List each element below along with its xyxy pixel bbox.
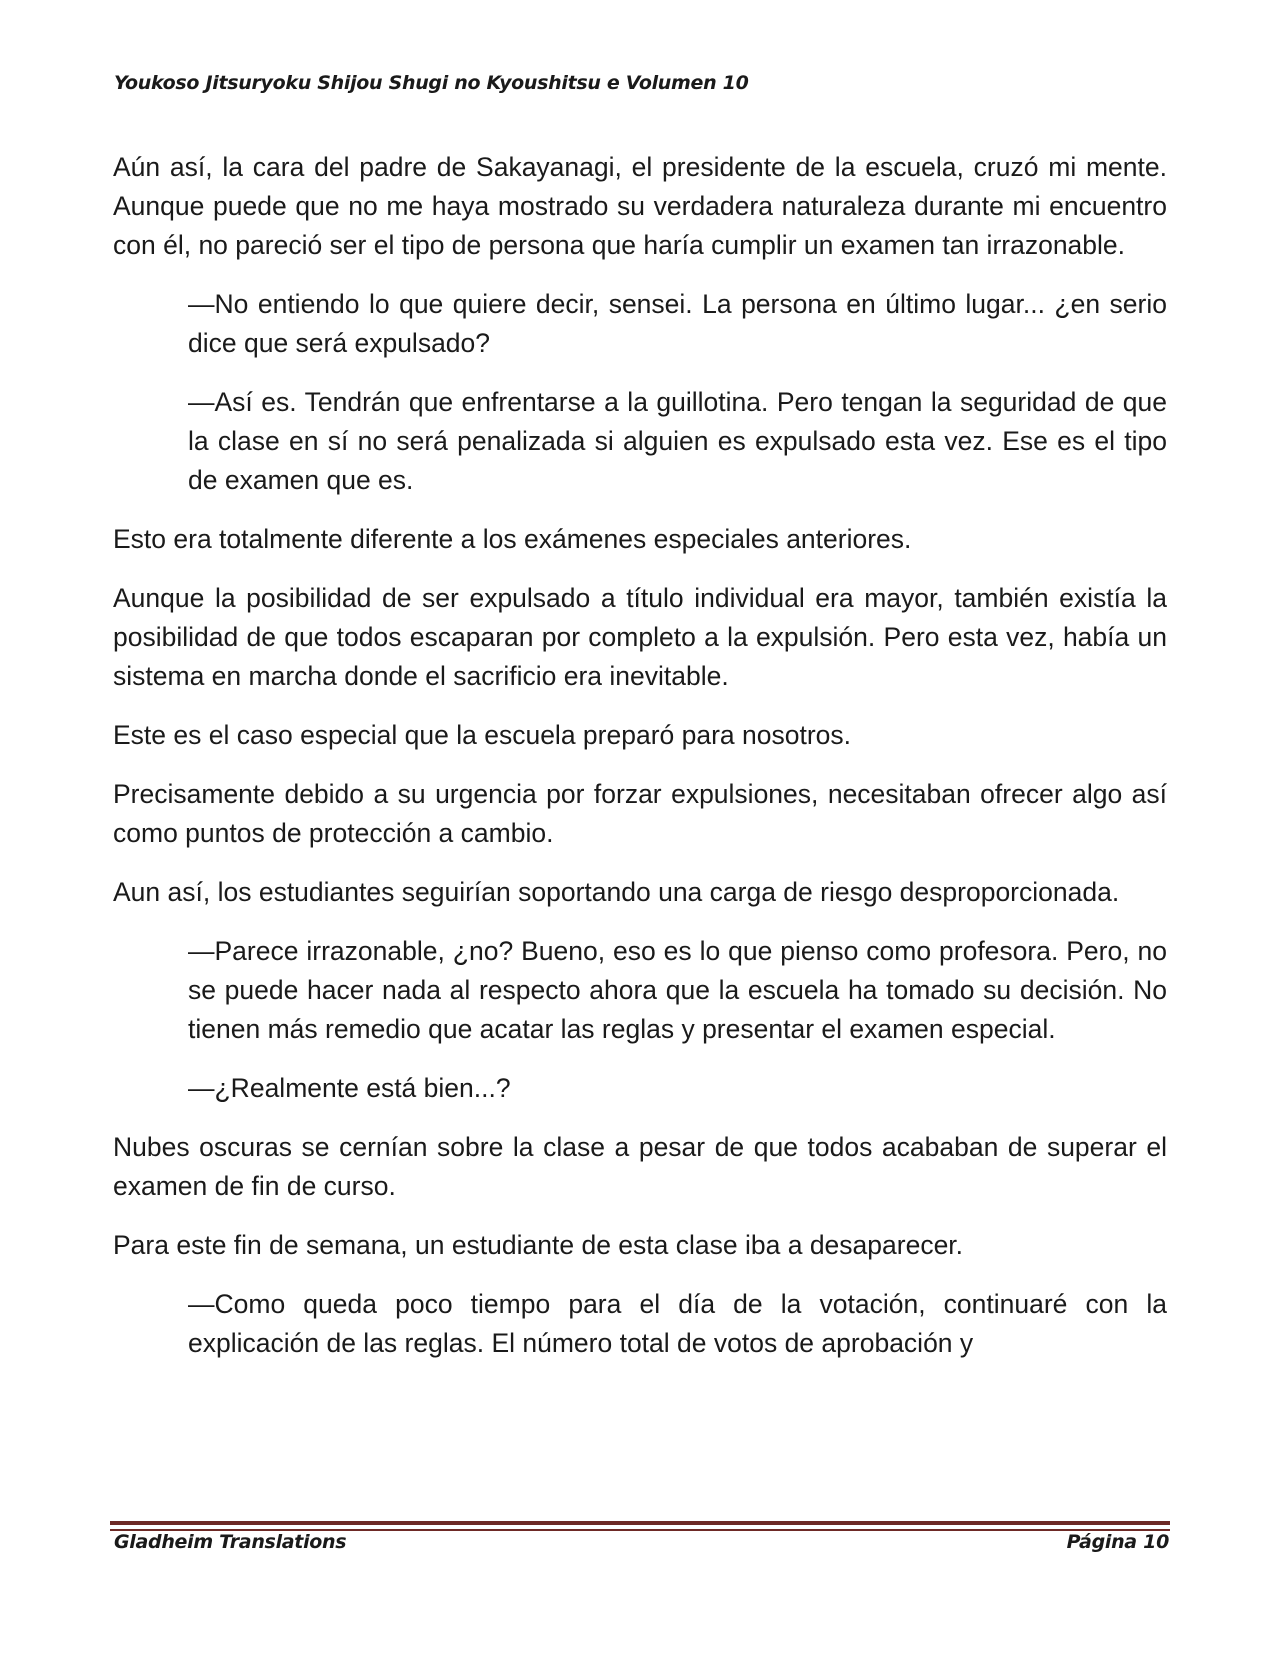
page-header-title: Youkoso Jitsuryoku Shijou Shugi no Kyoushitsu e Volumen 10 [114, 72, 749, 94]
dialogue-paragraph: —Así es. Tendrán que enfrentarse a la guillotina. Pero tengan la seguridad de que la clase en sí no será penalizada si alguien es expulsado esta vez. Ese es el tipo de examen que es. [188, 387, 1167, 495]
page-body [113, 148, 1167, 1383]
paragraph: Nubes oscuras se cernían sobre la clase a pesar de que todos acababan de superar el examen de fin de curso. [113, 1132, 1167, 1201]
paragraph: Aún así, la cara del padre de Sakayanagi, el presidente de la escuela, cruzó mi mente. Aunque puede que no me haya mostrado su verdadera naturaleza durante mi encuentro con él, no pareció ser el tipo de persona que haría cumplir un examen tan irrazonable. [113, 152, 1167, 260]
paragraph: Precisamente debido a su urgencia por forzar expulsiones, necesitaban ofrecer algo así como puntos de protección a cambio. [113, 779, 1167, 848]
footer-publisher: Gladheim Translations [114, 1531, 347, 1553]
dialogue-paragraph: —¿Realmente está bien...? [188, 1073, 511, 1103]
paragraph: Aun así, los estudiantes seguirían soportando una carga de riesgo desproporcionada. [113, 877, 1120, 907]
paragraph: Para este fin de semana, un estudiante de esta clase iba a desaparecer. [113, 1230, 964, 1260]
paragraph: Esto era totalmente diferente a los exámenes especiales anteriores. [113, 524, 912, 554]
footer-page-number: Página 10 [1066, 1531, 1169, 1553]
paragraph: Este es el caso especial que la escuela preparó para nosotros. [113, 720, 852, 750]
dialogue-paragraph: —Como queda poco tiempo para el día de la votación, continuaré con la explicación de las reglas. El número total de votos de aprobación y [188, 1289, 1167, 1358]
footer-divider-thick [110, 1521, 1170, 1525]
dialogue-paragraph: —No entiendo lo que quiere decir, sensei. La persona en último lugar... ¿en serio dice que será expulsado? [188, 289, 1167, 358]
dialogue-paragraph: —Parece irrazonable, ¿no? Bueno, eso es lo que pienso como profesora. Pero, no se puede hacer nada al respecto ahora que la escuela ha tomado su decisión. No tienen más remedio que acatar las reglas y presentar el examen especial. [188, 936, 1167, 1044]
paragraph: Aunque la posibilidad de ser expulsado a título individual era mayor, también existía la posibilidad de que todos escaparan por completo a la expulsión. Pero esta vez, había un sistema en marcha donde el sacrificio era inevitable. [113, 583, 1167, 691]
